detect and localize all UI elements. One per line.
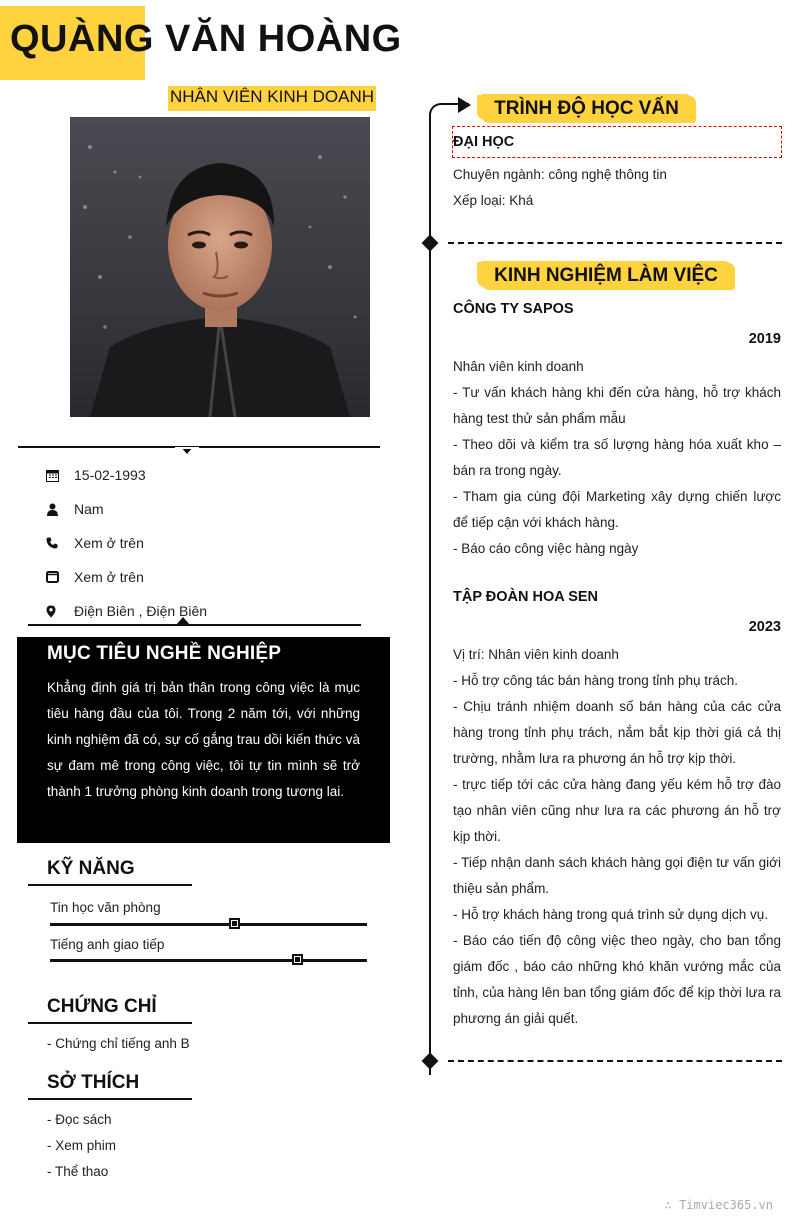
contact-item-address [46,594,376,628]
certificates-underline [28,1022,192,1024]
skills-title: KỸ NĂNG [47,858,135,879]
portrait-image [70,117,370,417]
section-divider-dashed [448,242,782,244]
job-year: 2019 [748,331,781,347]
email-icon [46,571,74,583]
job-company: TẬP ĐOÀN HOA SEN [453,589,599,605]
hobbies-title: SỞ THÍCH [47,1072,140,1093]
candidate-name: QUÀNG VĂN HOÀNG [10,18,402,60]
job-line: - Chịu tránh nhiệm doanh số bán hàng của các cửa hàng trong tỉnh phụ trách, nắm bắt kịp thời giá cả thị trường, nhằm lưa ra phương án hỗ trợ kịp thời. [453,699,781,766]
birthdate-text: 15-02-1993 [74,467,146,483]
objective-title: MỤC TIÊU NGHỀ NGHIỆP [47,643,282,664]
section-divider-dashed [448,1060,782,1062]
objective-text: Khẳng định giá trị bản thân trong công việc là mục tiêu hàng đầu của tôi. Trong 2 năm tới, với những kinh nghiệm đã có, sự cố gắng trau dồi kiến thức và sự đam mê trong công việc, tôi tự tin mình sẽ trở thành 1 trưởng phòng kinh doanh trong tương lai. [47,680,360,799]
timeline-diamond [422,235,439,252]
hobby-item: - Đọc sách [47,1112,112,1127]
divider-arrow-up [176,617,190,625]
address-text: Điện Biên , Điện Biên [74,603,208,619]
phone-icon [46,537,74,549]
education-grade: Xếp loại: Khá [453,193,534,208]
person-icon [46,503,74,516]
hobby-item: - Thể thao [47,1164,109,1179]
watermark-text: ∴ Timviec365.vn [664,1198,773,1212]
job-line: Nhân viên kinh doanh [453,359,584,374]
phone-text: Xem ở trên [74,535,144,551]
job-line: Vị trí: Nhân viên kinh doanh [453,647,619,662]
timeline-diamond [422,1053,439,1070]
job-line: - Báo cáo công việc hàng ngày [453,541,639,556]
contact-item-phone [46,526,376,560]
divider-bottom [28,624,361,626]
skill-knob-office [229,918,240,929]
job-line: - Tham gia cùng đội Marketing xây dựng chiến lược để tiếp cận với khách hàng. [453,489,781,530]
timeline-arrow-icon [458,97,471,113]
hobbies-underline [28,1098,192,1100]
job-title: NHÂN VIÊN KINH DOANH [168,86,376,111]
contact-list [46,458,376,628]
email-text: Xem ở trên [74,569,144,585]
skill-bar-english [50,959,367,962]
job-line: - Tiếp nhận danh sách khách hàng gọi điện tư vấn giới thiệu sản phẩm. [453,855,781,896]
job-line: - Hỗ trợ khách hàng trong quá trình sử dụng dịch vụ. [453,907,769,922]
education-degree: ĐẠI HỌC [453,134,515,150]
job-line: - Hỗ trợ công tác bán hàng trong tỉnh phụ trách. [453,673,739,688]
experience-title: KINH NGHIỆM LÀM VIỆC [494,265,718,286]
calendar-icon [46,469,74,482]
hobby-item: - Xem phim [47,1138,117,1153]
job-line: - trực tiếp tới các cửa hàng đang yếu kém hỗ trợ đào tạo nhân viên cũng như lưa ra các phương án hỗ trợ kịp thời. [453,777,781,844]
skill-label-office: Tin học văn phòng [50,900,161,915]
education-title: TRÌNH ĐỘ HỌC VẤN [494,98,679,119]
skills-underline [28,884,192,886]
job-company: CÔNG TY SAPOS [453,301,574,317]
contact-item-gender [46,492,376,526]
timeline-line [429,113,431,1075]
location-pin-icon [46,605,74,618]
job-line: - Theo dõi và kiểm tra số lượng hàng hóa xuất kho – bán ra trong ngày. [453,437,781,478]
certificates-title: CHỨNG CHỈ [47,996,157,1017]
contact-item-email [46,560,376,594]
job-description [453,642,781,1032]
profile-photo [70,117,370,417]
career-objective-section [17,637,390,843]
job-line: - Tư vấn khách hàng khi đến cửa hàng, hỗ trợ khách hàng test thử sản phẩm mẫu [453,385,781,426]
skill-bar-office [50,923,367,926]
job-description [453,354,781,562]
job-line: - Báo cáo tiến độ công việc theo ngày, cho ban tổng giám đốc , báo cáo những khó khăn vướng mắc của tỉnh, của hàng lên ban tổng giám đốc để kịp thời lưa ra phương án giải quết. [453,933,781,1026]
gender-text: Nam [74,501,104,517]
divider-top [18,446,380,448]
skill-knob-english [292,954,303,965]
contact-item-birthdate [46,458,376,492]
certificate-item: - Chứng chỉ tiếng anh B [47,1036,190,1051]
skill-label-english: Tiếng anh giao tiếp [50,937,165,952]
education-major: Chuyên ngành: công nghệ thông tin [453,167,667,182]
job-year: 2023 [748,619,781,635]
